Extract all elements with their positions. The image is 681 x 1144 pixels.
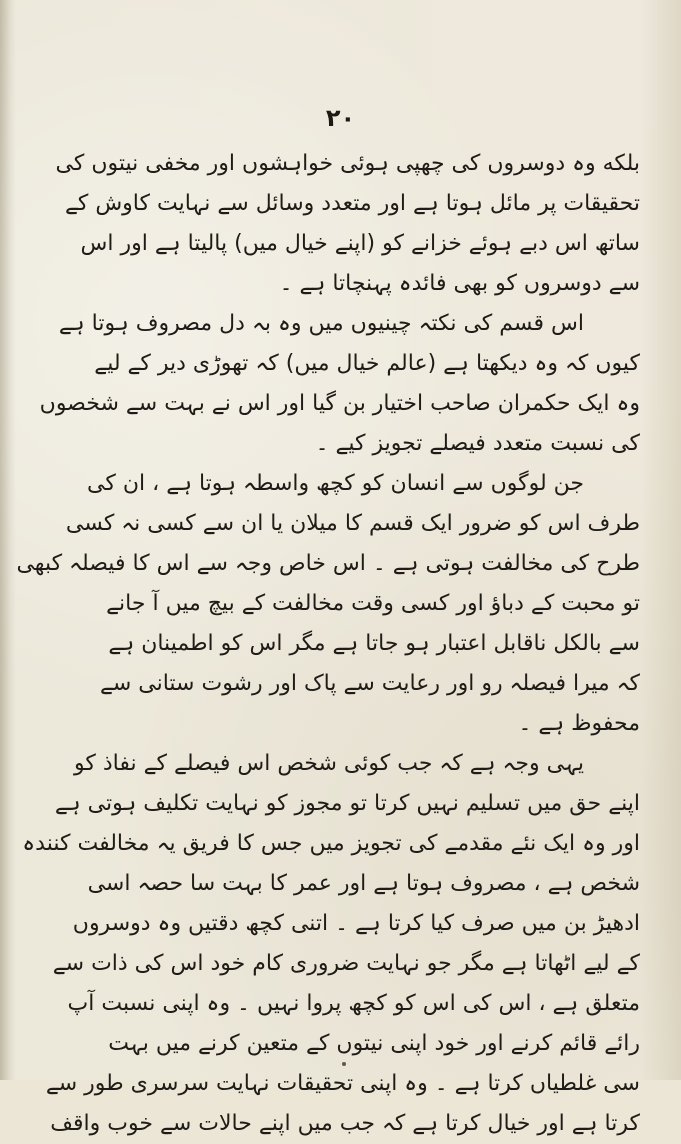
text-line-8: کی نسبت متعدد فیصلے تجویز کیے ۔ bbox=[315, 431, 640, 456]
text-line-23: رائے قائم کرنے اور خود اپنی نیتوں کے متعین کرنے میں بہت bbox=[108, 1031, 640, 1056]
text-line-22: متعلق ہے ، اس کی اس کو کچھ پروا نہیں ۔ وہ اپنی نسبت آپ bbox=[67, 991, 640, 1016]
text-line-3: ساتھ اس دبے ہوئے خزانے کو (اپنے خیال میں) پالیتا ہے اور اس bbox=[80, 231, 640, 256]
page-gutter-shadow bbox=[0, 0, 16, 1080]
text-line-15: محفوظ ہے ۔ bbox=[518, 711, 640, 736]
text-line-16: یہی وجہ ہے کہ جب کوئی شخص اس فیصلے کے نفاذ کو bbox=[74, 751, 584, 776]
text-line-4: سے دوسروں کو بھی فائدہ پہنچاتا ہے ۔ bbox=[279, 271, 640, 296]
text-line-24: سی غلطیاں کرتا ہے ۔ وہ اپنی تحقیقات نہایت سرسری طور سے bbox=[45, 1071, 640, 1096]
text-line-10: طرف اس کو ضرور ایک قسم کا میلان یا ان سے کسی نہ کسی bbox=[65, 511, 640, 536]
page-ink-dot bbox=[342, 1062, 346, 1066]
text-line-14: کہ میرا فیصلہ رو اور رعایت سے پاک اور رشوت ستانی سے bbox=[99, 671, 640, 696]
text-line-5: اس قسم کی نکتہ چینیوں میں وہ بہ دل مصروف ہوتا ہے bbox=[58, 311, 584, 336]
text-line-2: تحقیقات پر مائل ہوتا ہے اور متعدد وسائل سے نہایت کاوش کے bbox=[64, 191, 640, 216]
text-line-18: اور وہ ایک نئے مقدمے کی تجویز میں جس کا فریق یہ مخالفت کنندہ bbox=[22, 831, 640, 856]
text-line-11: طرح کی مخالفت ہوتی ہے ۔ اس خاص وجہ سے اس کا فیصلہ کبھی bbox=[16, 551, 640, 576]
page-number: ۲۰ bbox=[325, 104, 356, 132]
text-line-17: اپنے حق میں تسلیم نہیں کرتا تو مجوز کو نہایت تکلیف ہوتی ہے bbox=[54, 791, 640, 816]
text-line-13: سے بالکل ناقابل اعتبار ہو جاتا ہے مگر اس کو اطمینان ہے bbox=[108, 631, 640, 656]
text-line-25: کرتا ہے اور خیال کرتا ہے کہ جب میں اپنے حالات سے خوب واقف bbox=[50, 1111, 640, 1136]
text-line-1: بلکه وہ دوسروں کی چھپی ہوئی خواہشوں اور مخفی نیتوں کی bbox=[55, 151, 640, 176]
text-line-9: جن لوگوں سے انسان کو کچھ واسطہ ہوتا ہے ، ان کی bbox=[87, 471, 584, 496]
text-line-12: تو محبت کے دباؤ اور کسی وقت مخالفت کے بیچ میں آ جانے bbox=[106, 591, 640, 616]
text-line-20: ادھیڑ بن میں صرف کیا کرتا ہے ۔ اتنی کچھ دقتیں وہ دوسروں bbox=[72, 911, 640, 936]
text-line-21: کے لیے اٹھاتا ہے مگر جو نہایت ضروری کام خود اس کی ذات سے bbox=[52, 951, 640, 976]
page-body-text bbox=[16, 144, 640, 1144]
text-line-19: شخص ہے ، مصروف ہوتا ہے اور عمر کا بہت سا حصہ اسی bbox=[87, 871, 640, 896]
text-line-7: وہ ایک حکمران صاحب اختیار بن گیا اور اس نے بہت سے شخصوں bbox=[39, 391, 640, 416]
text-line-6: کیوں کہ وہ دیکھتا ہے (عالم خیال میں) کہ تھوڑی دیر کے لیے bbox=[94, 351, 640, 376]
